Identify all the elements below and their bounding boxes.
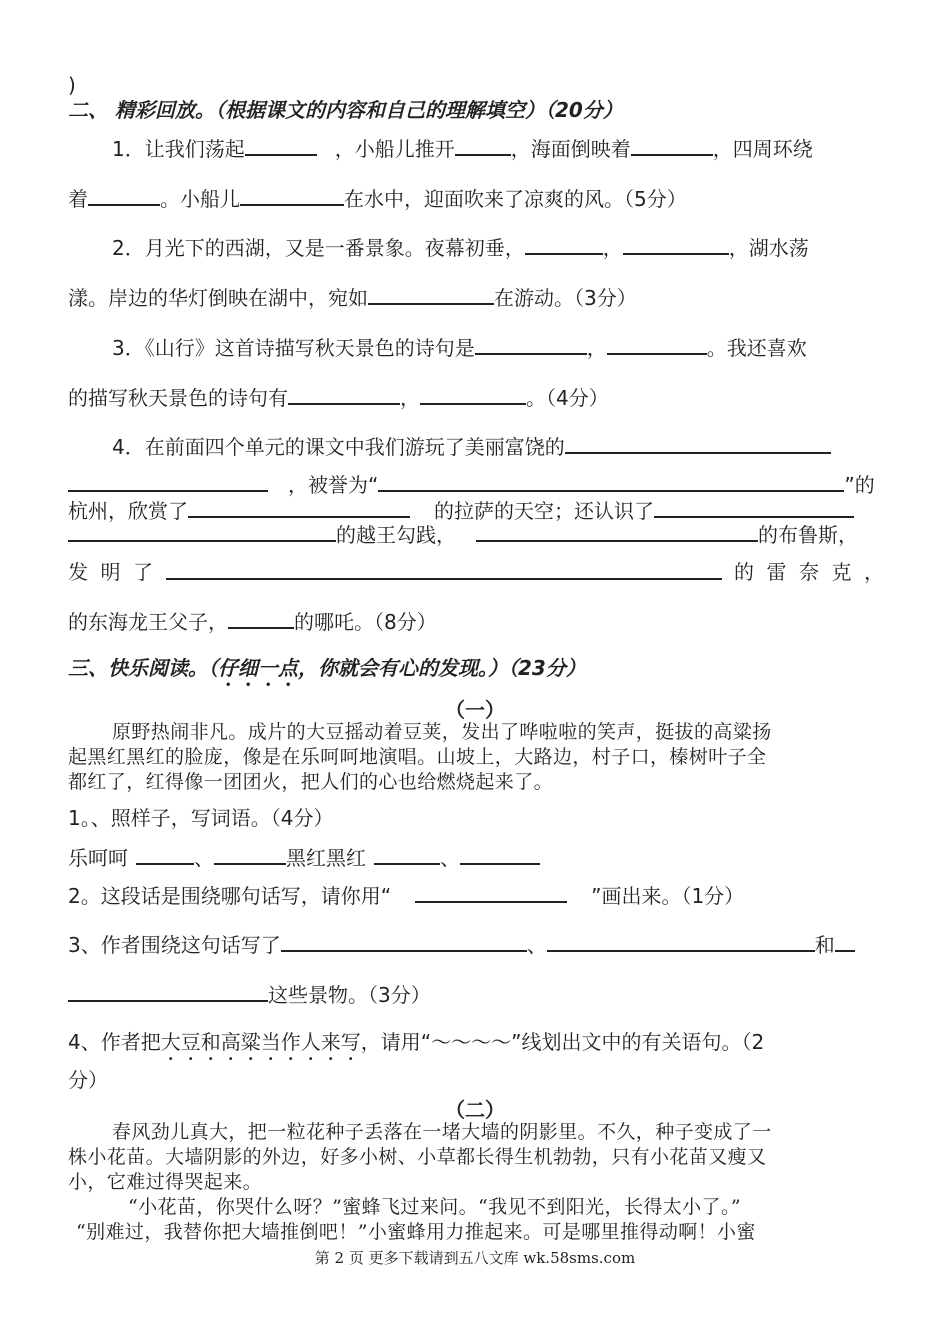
q4-char: 的 [734, 560, 754, 584]
q1-blank-4[interactable] [88, 186, 160, 206]
q4-text: 的布鲁斯， [758, 523, 858, 547]
rq1-sep: 、 [440, 846, 460, 870]
q3-blank-4[interactable] [420, 385, 526, 405]
q1-line2 [68, 186, 687, 211]
q4-blank-7[interactable] [166, 560, 722, 580]
rq4-line2: 分） [68, 1068, 108, 1092]
q3-text: ， [400, 386, 420, 410]
q4-text: 的拉萨的天空；还认识了 [434, 499, 654, 523]
q4-char: 雷 [766, 560, 787, 584]
q4-line4 [68, 522, 858, 547]
q4-text: 的越王勾践， [336, 523, 456, 547]
q4-char: 了 [133, 560, 153, 584]
q4-line5 [68, 560, 884, 584]
reading-two-line: 春风劲儿真大，把一粒花种子丢落在一堵大墙的阴影里。不久，种子变成了一 [112, 1121, 772, 1143]
q1-text: 1．让我们荡起 [112, 137, 245, 161]
rq1-line [68, 845, 540, 870]
q1-text: ，海面倒映着 [510, 137, 631, 161]
q3-blank-1[interactable] [475, 335, 587, 355]
q1-blank-2[interactable] [455, 136, 511, 156]
reading-one-line: 起黑红黑红的脸庞，像是在乐呵呵地演唱。山坡上，大路边，村子口，榛树叶子全 [68, 746, 767, 768]
q2-text: 2．月光下的西湖，又是一番景象。夜幕初垂， [112, 236, 525, 260]
rq1-sep: 、 [194, 846, 214, 870]
q3-text: ， [586, 336, 607, 360]
rq3-blank-3[interactable] [835, 932, 855, 952]
q4-char: 奈 [799, 560, 819, 584]
q3-text: 。（4分） [526, 386, 609, 410]
q4-blank-8[interactable] [228, 609, 294, 629]
q4-text: ，被誉为“ [288, 473, 379, 497]
rq3-text: 和 [814, 933, 835, 957]
rq2-blank[interactable] [415, 883, 567, 903]
rq4-text: 4、作者把 [68, 1030, 161, 1054]
reading-two-title: （二） [445, 1098, 505, 1122]
heading-text: ，你就会有心的发现。）（23分） [298, 656, 586, 680]
q2-blank-1[interactable] [525, 235, 603, 255]
page-footer: 第 2 页 更多下载请到五八文库 wk.58sms.com [314, 1249, 636, 1267]
reading-two-line: 小，它难过得哭起来。 [68, 1171, 263, 1193]
q4-line1 [112, 434, 831, 459]
q1-text: 着 [68, 187, 88, 211]
q1-text: 。小船儿 [160, 187, 240, 211]
rq4-line1 [68, 1030, 764, 1065]
section-three-heading [68, 656, 586, 691]
q4-blank-2[interactable] [378, 472, 844, 492]
q1-blank-1[interactable] [245, 136, 317, 156]
rq1-blank-1[interactable] [136, 845, 194, 865]
q4-char: 克 [831, 560, 852, 584]
q4-line2 [68, 472, 875, 497]
rq1-blank-3[interactable] [374, 845, 440, 865]
q4-blank-4[interactable] [654, 498, 854, 518]
reading-two-line: “小花苗，你哭什么呀？”蜜蜂飞过来问。“我见不到阳光，长得太小了。” [128, 1196, 741, 1218]
q4-text: 4．在前面四个单元的课文中我们游玩了美丽富饶的 [112, 435, 565, 459]
q4-line6 [68, 609, 437, 634]
q2-line1 [112, 235, 809, 260]
q1-text: ，四周环绕 [712, 137, 813, 161]
stray-paren: ) [68, 73, 76, 97]
reading-two-line: 株小花苗。大墙阴影的外边，好多小树、小草都长得生机勃勃，只有小花苗又瘦又 [68, 1146, 767, 1168]
rq3-blank-2[interactable] [547, 932, 815, 952]
rq2-text: 2。这段话是围绕哪句话写，请你用“ [68, 884, 392, 908]
rq1-example: 乐呵呵 [68, 846, 128, 870]
q1-text: 在水中，迎面吹来了凉爽的风。（5分） [344, 187, 687, 211]
rq1-blank-4[interactable] [460, 845, 540, 865]
q4-blank-1[interactable] [565, 434, 831, 454]
q3-text: 3．《山行》这首诗描写秋天景色的诗句是 [112, 336, 475, 360]
rq1-example: 黑红黑红 [286, 846, 366, 870]
q4-blank-5[interactable] [68, 522, 336, 542]
q2-text: ， [602, 236, 623, 260]
q2-blank-3[interactable] [368, 285, 494, 305]
rq3-line1 [68, 932, 855, 957]
q4-blank-6[interactable] [476, 522, 758, 542]
q3-blank-2[interactable] [607, 335, 707, 355]
q1-text: ，小船儿推开 [334, 137, 455, 161]
rq1-blank-2[interactable] [214, 845, 286, 865]
q3-text: 。我还喜欢 [706, 336, 807, 360]
q4-text: 的东海龙王父子， [68, 610, 228, 634]
rq3-blank-1[interactable] [281, 932, 527, 952]
q4-line3 [68, 498, 854, 523]
section-two-heading: 二、 精彩回放。（根据课文的内容和自己的理解填空）（20分） [68, 98, 623, 122]
reading-one-title: （一） [445, 698, 505, 722]
q1-blank-5[interactable] [240, 186, 344, 206]
heading-text: 三、快乐阅读。（ [68, 656, 218, 680]
rq4-text: ，请用“～～～～”线划出文中的有关语句。（2 [360, 1030, 765, 1054]
q3-blank-3[interactable] [288, 385, 400, 405]
q4-char: ， [864, 560, 884, 584]
reading-two-line: “别难过，我替你把大墙推倒吧！”小蜜蜂用力推起来。可是哪里推得动啊！小蜜 [76, 1221, 756, 1243]
rq1-label: 1。、照样子，写词语。（4分） [68, 806, 334, 830]
q4-blank-3[interactable] [188, 498, 410, 518]
q3-line2 [68, 385, 609, 410]
q2-text: 漾。岸边的华灯倒映在湖中，宛如 [68, 286, 368, 310]
q4-char: 明 [100, 560, 121, 584]
q1-line1 [112, 136, 813, 161]
rq2-text: ”画出来。（1分） [591, 884, 745, 908]
rq3-text: 、 [526, 933, 547, 957]
q1-blank-3[interactable] [631, 136, 713, 156]
q4-char: 发 [68, 560, 88, 584]
rq3-text: 这些景物。（3分） [268, 983, 431, 1007]
rq3-text: 3、作者围绕这句话写了 [68, 933, 281, 957]
rq3-line2 [68, 982, 431, 1007]
q4-blank-1b[interactable] [68, 472, 268, 492]
q4-text: ”的 [844, 473, 875, 497]
q4-text: 杭州，欣赏了 [68, 499, 188, 523]
q3-line1 [112, 335, 807, 360]
q2-text: 在游动。（3分） [494, 286, 637, 310]
reading-one-line: 原野热闹非凡。成片的大豆摇动着豆荚，发出了哗啦啦的笑声，挺拔的高粱扬 [112, 721, 772, 743]
rq2-line [68, 883, 744, 908]
heading-emphasis: 仔细一点 [218, 656, 298, 680]
q2-text: ，湖水荡 [728, 236, 809, 260]
q2-line2 [68, 285, 637, 310]
rq3-blank-3b[interactable] [68, 982, 268, 1002]
rq4-emphasis: 大豆和高粱当作人来写 [160, 1030, 361, 1054]
q4-text: 的哪吒。（8分） [294, 610, 437, 634]
q3-text: 的描写秋天景色的诗句有 [68, 386, 288, 410]
reading-one-line: 都红了，红得像一团团火，把人们的心也给燃烧起来了。 [68, 771, 554, 793]
q2-blank-2[interactable] [623, 235, 729, 255]
